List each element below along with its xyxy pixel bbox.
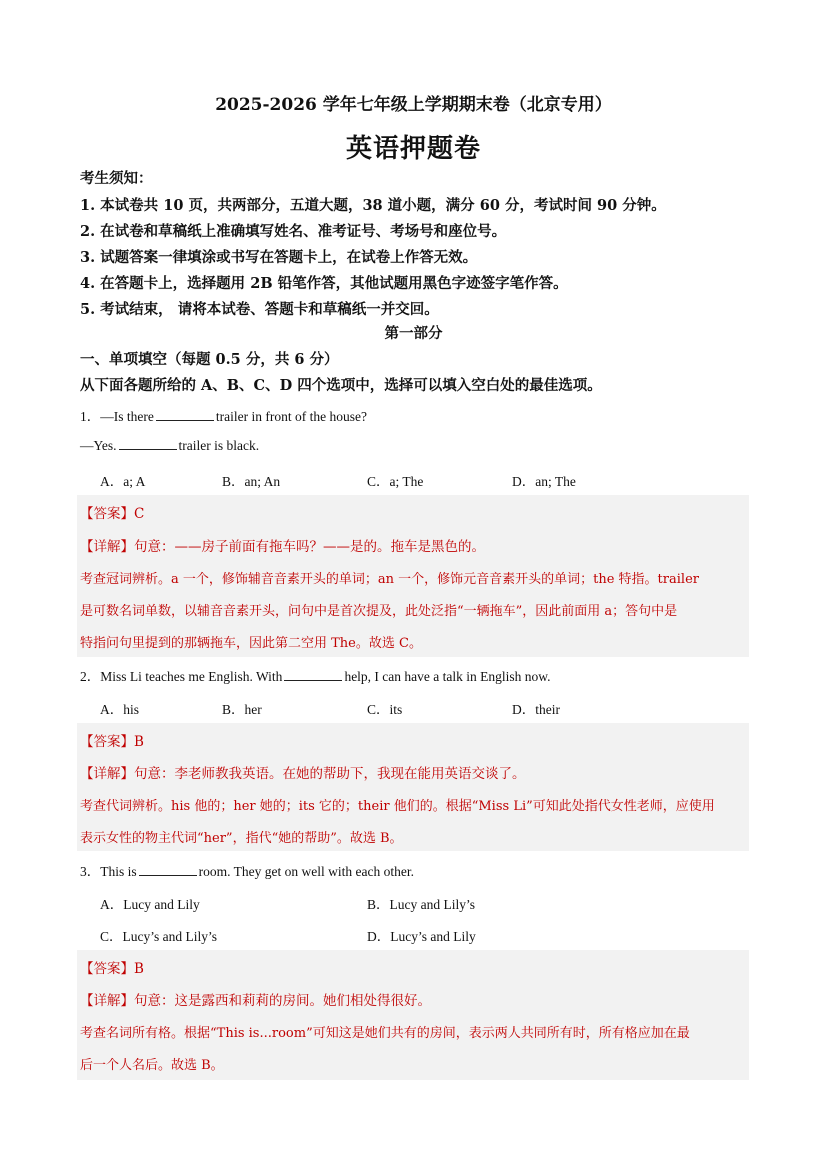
question-2-option-d: D．their [512, 702, 560, 717]
detail-text: 句意：这是露西和莉莉的房间。她们相处得很好。 [134, 993, 431, 1009]
question-3-option-b: B．Lucy and Lily’s [367, 897, 475, 912]
detail-label: 【详解】 [80, 766, 134, 782]
question-1-option-d: D．an; The [512, 474, 576, 489]
notice-heading: 考生须知： [80, 170, 153, 187]
answer-blank [156, 409, 214, 421]
notice-item-4: 4. 在答题卡上，选择题用 2B 铅笔作答，其他试题用黑色字迹签字笔作答。 [80, 275, 568, 292]
question-3-answer [80, 957, 144, 977]
answer-label: 【答案】 [80, 734, 134, 750]
question-2-analysis-line-1: 考查代词辨析。his 他的；her 她的；its 它的；their 他们的。根据“Miss Li”可知此处指代女性老师，应使用 [80, 799, 715, 814]
question-3-text-post: room. They get on well with each other. [198, 864, 414, 879]
detail-label: 【详解】 [80, 993, 134, 1009]
answer-value: C [134, 506, 145, 522]
question-3-text-pre: 3．This is [80, 864, 137, 879]
answer-label: 【答案】 [80, 506, 134, 522]
question-3-analysis-line-1: 考查名词所有格。根据“This is...room”可知这是她们共有的房间，表示两人共同所有时，所有格应加在最 [80, 1026, 690, 1041]
part-instruction: 从下面各题所给的 A、B、C、D 四个选项中，选择可以填入空白处的最佳选项。 [80, 377, 602, 394]
question-3-option-a: A．Lucy and Lily [100, 897, 200, 912]
question-2-analysis-line-2: 表示女性的物主代词“her”，指代“她的帮助”。故选 B。 [80, 831, 403, 846]
question-1-reply-pre: —Yes. [80, 438, 117, 453]
question-1-option-b: B．an; An [222, 474, 281, 489]
exam-subtitle: 2025-2026 学年七年级上学期期末卷（北京专用） [215, 95, 612, 115]
answer-blank [284, 669, 342, 681]
question-2-text-pre: 2．Miss Li teaches me English. With [80, 669, 283, 684]
question-1-detail [80, 535, 485, 555]
detail-text: 句意：李老师教我英语。在她的帮助下，我现在能用英语交谈了。 [134, 766, 526, 782]
answer-label: 【答案】 [80, 961, 134, 977]
question-3-detail [80, 989, 431, 1009]
question-2-line-1 [80, 665, 551, 685]
question-1-analysis-line-3: 特指问句里提到的那辆拖车，因此第二空用 The。故选 C。 [80, 636, 422, 651]
question-2-answer [80, 730, 144, 750]
question-3-option-d: D．Lucy’s and Lily [367, 929, 476, 944]
exam-title: 英语押题卷 [345, 134, 481, 164]
question-2-text-post: help, I can have a talk in English now. [344, 669, 551, 684]
question-1-reply-post: trailer is black. [178, 438, 260, 453]
question-1-analysis-line-2: 是可数名词单数，以辅音音素开头，问句中是首次提及，此处泛指“一辆拖车”，因此前面用 a；答句中是 [80, 604, 678, 619]
notice-item-3: 3. 试题答案一律填涂或书写在答题卡上，在试卷上作答无效。 [80, 249, 478, 266]
question-2-option-c: C．its [367, 702, 403, 717]
question-1-option-c: C．a; The [367, 474, 424, 489]
section-title: 第一部分 [384, 325, 443, 342]
notice-item-5: 5. 考试结束， 请将本试卷、答题卡和草稿纸一并交回。 [80, 301, 439, 318]
answer-value: B [134, 961, 144, 977]
answer-value: B [134, 734, 144, 750]
question-3-line-1 [80, 860, 414, 880]
answer-blank [139, 864, 197, 876]
part-title: 一、单项填空（每题 0.5 分，共 6 分） [80, 351, 339, 368]
question-1-option-a: A．a; A [100, 474, 146, 489]
question-3-analysis-line-2: 后一个人名后。故选 B。 [80, 1058, 224, 1073]
question-1-text-pre: 1．—Is there [80, 409, 154, 424]
question-2-detail [80, 762, 526, 782]
question-2-option-a: A．his [100, 702, 140, 717]
detail-text: 句意：——房子前面有拖车吗？——是的。拖车是黑色的。 [134, 539, 485, 555]
question-1-analysis-line-1: 考查冠词辨析。a 一个，修饰辅音音素开头的单词；an 一个，修饰元音音素开头的单词；the 特指。trailer [80, 572, 699, 587]
question-1-text-post: trailer in front of the house? [215, 409, 367, 424]
notice-item-1: 1. 本试卷共 10 页，共两部分，五道大题，38 道小题，满分 60 分，考试时间 90 分钟。 [80, 197, 666, 214]
answer-blank [119, 438, 177, 450]
detail-label: 【详解】 [80, 539, 134, 555]
question-1-line-1 [80, 405, 367, 425]
notice-item-2: 2. 在试卷和草稿纸上准确填写姓名、准考证号、考场号和座位号。 [80, 223, 507, 240]
question-1-line-2 [80, 438, 259, 454]
question-2-option-b: B．her [222, 702, 262, 717]
question-1-answer [80, 502, 144, 522]
question-3-option-c: C．Lucy’s and Lily’s [100, 929, 217, 944]
